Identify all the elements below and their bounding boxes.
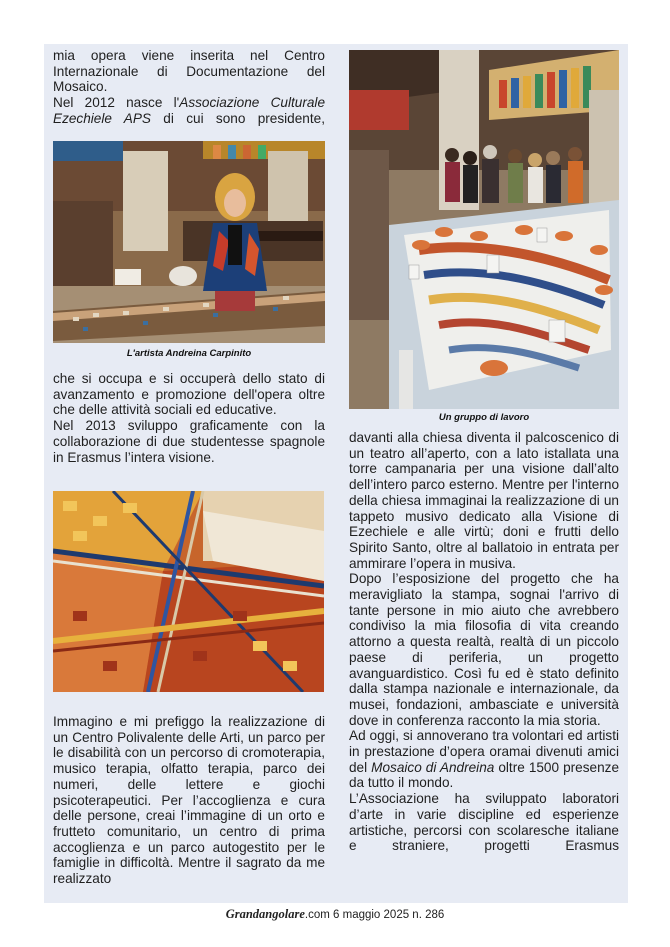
left-column-bottom-text — [53, 714, 325, 887]
photo-artist — [53, 141, 325, 343]
page-footer — [0, 907, 670, 922]
paragraph-2012: Nel 2012 nasce l'Associazione Culturale Ezechiele APS di cui sono presidente, — [53, 95, 326, 126]
caption-artist: L'artista Andreina Carpinito — [126, 348, 252, 359]
paragraph-volontari: Ad oggi, si annoverano tra volontari ed artisti in prestazione d’opera oramai divenuti amici del Mosaico di Andreina oltre 1500 presenze da tutto il mondo. — [349, 728, 619, 791]
paragraph-associazione: che si occupa e si occuperà dello stato di avanzamento e promozione dell'opera oltre che delle attività sociali ed educative. — [53, 371, 325, 418]
association-name: Associazione Culturale Ezechiele APS — [53, 95, 326, 126]
left-column-top-text — [53, 48, 325, 127]
photo-mosaic-detail — [53, 491, 324, 692]
footer-issue: .com 6 maggio 2025 n. 286 — [304, 909, 445, 921]
paragraph-laboratori: L’Associazione ha sviluppato laboratori d’arte in varie discipline ed esperienze artistiche, percorsi con scolaresche italiane e straniere, progetti Erasmus — [349, 791, 619, 854]
footer-brand: Grandangolare — [225, 907, 305, 921]
paragraph-sagrato: davanti alla chiesa diventa il palcoscenico di un teatro all’aperto, con a lato istallata una torre campanaria per una visione dall’alto dell’intero parco esterno. Mentre per l'interno della chiesa immaginai la realizzazione di un tappeto musivo dedicato alla Visione di Ezechiele e alle virtù; doni e frutti dello Spirito Santo, oltre al ballatoio in entrata per ammirare l’opera in musiva. — [349, 430, 619, 571]
left-column-mid-text — [53, 371, 325, 465]
photo-work-group — [349, 50, 619, 409]
right-column-text — [349, 430, 619, 854]
paragraph-centro: mia opera viene inserita nel Centro Internazionale di Documentazione del Mosaico. — [53, 48, 325, 95]
paragraph-centro-polivalente: Immagino e mi prefiggo la realizzazione di un Centro Polivalente delle Arti, un parco per le disabilità con un percorso di cromoterapia, musico terapia, olfatto terapia, parco dei numeri, delle lettere e giochi psicoterapeutici. Per l’accoglienza e cura delle persone, creai l’immagine di un orto e frutteto comunitario, un centro di prima accoglienza e un parco autogestito per le famiglie in difficoltà. Mentre il sagrato da me realizzato — [53, 714, 325, 887]
paragraph-2013: Nel 2013 sviluppo graficamente con la collaborazione di due studentesse spagnole in Erasmus l’intera visione. — [53, 418, 325, 465]
paragraph-esposizione: Dopo l’esposizione del progetto che ha meravigliato la stampa, sognai l'arrivo di tante persone in mio aiuto che avrebbero condiviso la mia filosofia di vita creando attorno a questa realtà, realtà di un piccolo paese di periferia, un progetto avanguardistico. Così fu ed è stato definito dalla stampa nazionale e internazionale, da musei, fondazioni, ambasciate e università dove in conferenza racconto la mia storia. — [349, 571, 619, 728]
mosaic-name: Mosaico di Andreina — [371, 759, 495, 775]
caption-group: Un gruppo di lavoro — [438, 412, 530, 423]
